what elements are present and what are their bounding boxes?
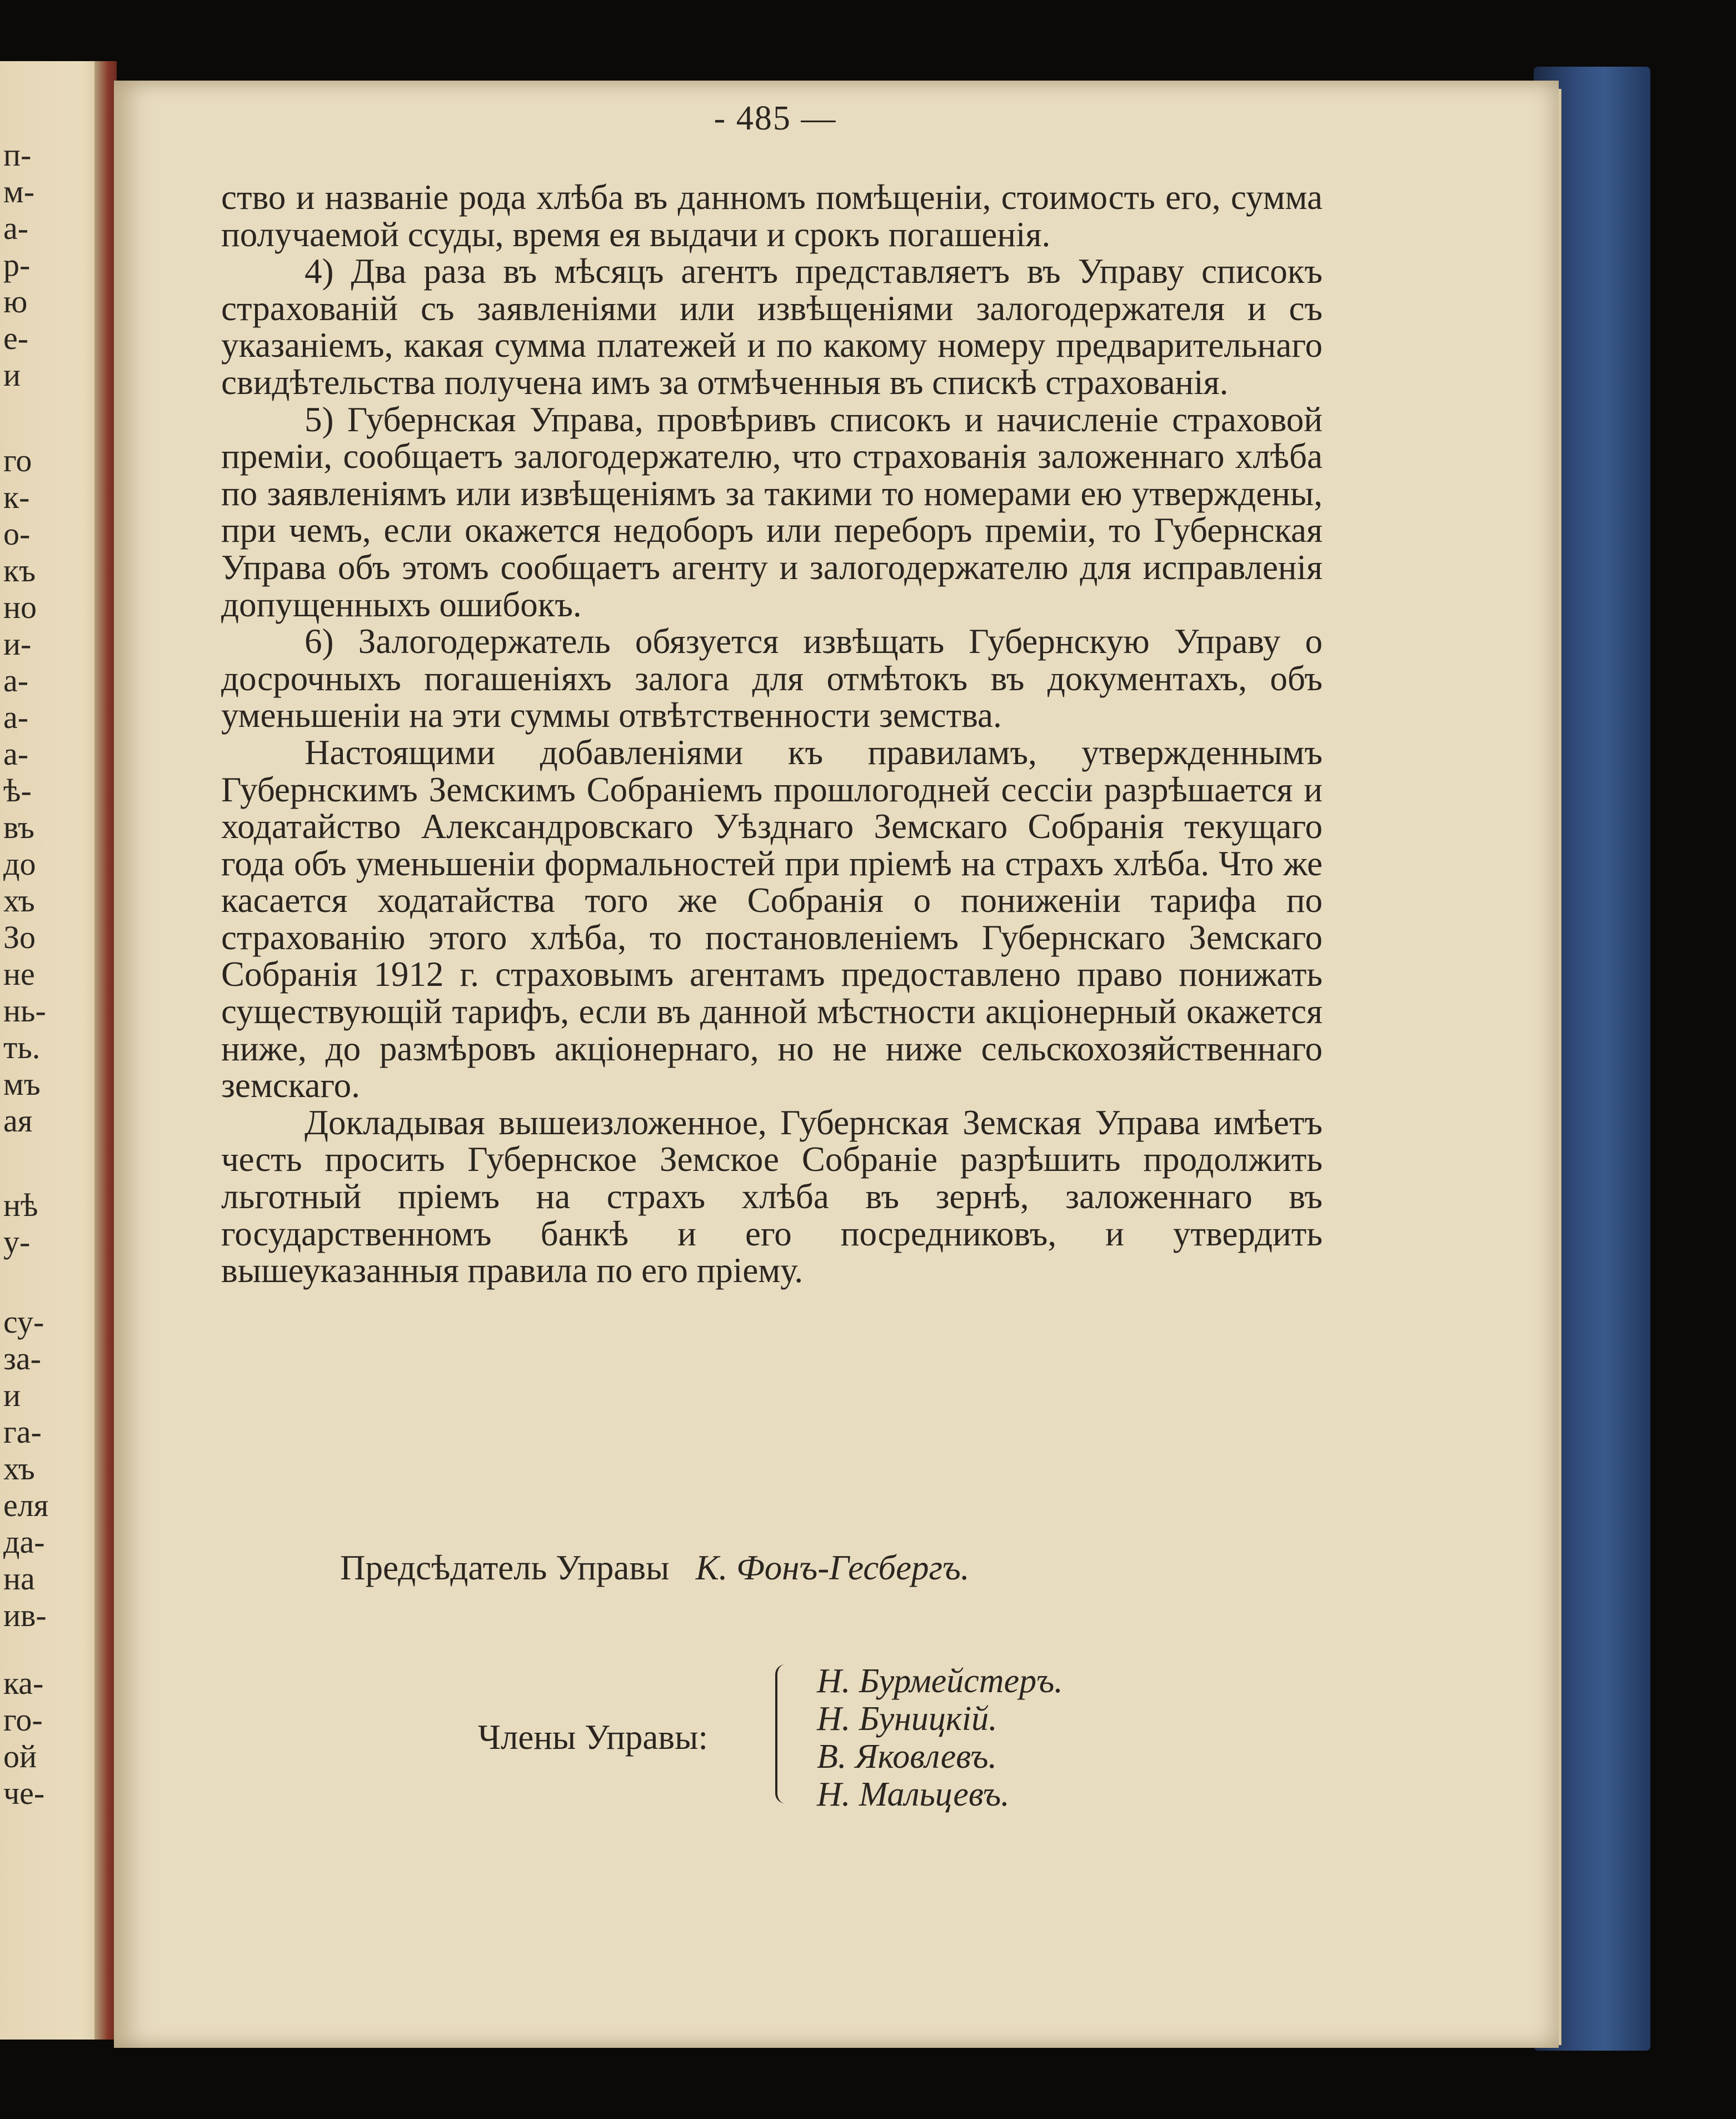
chairman-signature: К. Фонъ-Гесбергъ.	[695, 1548, 970, 1587]
left-page-fragment: о-	[3, 516, 31, 552]
member-name: Н. Бурмейстеръ.	[817, 1662, 1063, 1700]
left-page-fragment: въ	[3, 809, 34, 845]
left-page-fragment: ая	[3, 1103, 33, 1139]
paragraph: Настоящими добавленіями къ правиламъ, утвержденнымъ Губернскимъ Земскимъ Собраніемъ прошлогодней сессіи разрѣшается и ходатайство Александровскаго Уѣзднаго Земскаго Собранія текущаго года объ уменьшеніи формальностей при пріемѣ на страхъ хлѣба. Что же касается ходатайства того же Собранія о пониженіи тарифа по страхованію этого хлѣба, то постановленіемъ Губернскаго Земскаго Собранія 1912 г. страховымъ агентамъ предоставлено право понижать существующій тарифъ, если въ данной мѣстности акціонерный окажется ниже, до размѣровъ акціонернаго, но не ниже сельскохозяйственнаго земскаго.	[221, 732, 1323, 1105]
left-page-fragment: к-	[3, 479, 30, 515]
member-name: В. Яковлевъ.	[817, 1738, 997, 1776]
left-page-fragment: п-	[3, 137, 32, 173]
left-page-fragment: и	[3, 357, 21, 393]
left-page-fragment: го	[3, 442, 32, 478]
left-page-fragment: и	[3, 1377, 21, 1413]
left-page-fragment: ой	[3, 1738, 37, 1774]
left-page-fragment: ю	[3, 283, 28, 320]
left-page-fragment: хъ	[3, 882, 35, 919]
left-page-fragment: а-	[3, 736, 29, 772]
left-page-fragment: га-	[3, 1414, 42, 1450]
left-page-fragment: до	[3, 846, 36, 882]
paragraph: 5) Губернская Управа, провѣривъ списокъ и начисленіе страховой преміи, сообщаетъ залогодержателю, что страхованія заложеннаго хлѣба по заявленіямъ или извѣщеніямъ за такими то номерами ею утверждены, при чемъ, если окажется недоборъ или переборъ преміи, то Губернская Управа объ этомъ сообщаетъ агенту и залогодержателю для исправленія допущенныхъ ошибокъ.	[221, 400, 1323, 624]
left-page-fragment: за-	[3, 1340, 41, 1377]
paragraph: ство и названіе рода хлѣба въ данномъ помѣщеніи, стоимость его, сумма получаемой ссуды, время ея выдачи и срокъ погашенія.	[221, 178, 1323, 254]
member-name: Н. Мальцевъ.	[817, 1776, 1010, 1813]
left-page-fragment: и-	[3, 626, 32, 662]
book-spine	[94, 61, 117, 2040]
body-text	[221, 179, 1323, 1289]
left-page-fragment: у-	[3, 1224, 31, 1260]
left-page-fragment: су-	[3, 1304, 44, 1340]
page-number: - 485 —	[714, 99, 837, 137]
left-page-fragment: да-	[3, 1524, 45, 1560]
left-page-fragment: е-	[3, 320, 29, 356]
left-page-fragment: а-	[3, 662, 29, 699]
left-page-fragment: а-	[3, 699, 29, 735]
left-page-fragment: че-	[3, 1775, 45, 1811]
chairman-line	[340, 1548, 1285, 1588]
left-page-fragment: нь-	[3, 993, 46, 1029]
left-page-fragment: къ	[3, 552, 36, 589]
left-page-fragment: нѣ	[3, 1187, 38, 1223]
member-name: Н. Буницкій.	[817, 1700, 997, 1738]
previous-page	[0, 61, 117, 2040]
left-page-fragment: не	[3, 956, 35, 992]
left-page-fragment: Зо	[3, 919, 36, 955]
left-page-fragment: ка-	[3, 1665, 44, 1701]
left-page-fragment: р-	[3, 247, 31, 283]
left-page-fragment: ѣ-	[3, 772, 32, 809]
chairman-label: Предсѣдатель Управы	[340, 1548, 670, 1587]
left-page-fragment: ть.	[3, 1029, 41, 1065]
members-brace	[775, 1664, 790, 1803]
left-page-fragment: ив-	[3, 1597, 47, 1633]
left-page-fragment: на	[3, 1560, 35, 1597]
left-page-fragment: хъ	[3, 1450, 35, 1487]
paragraph: Докладывая вышеизложенное, Губернская Земская Управа имѣетъ честь просить Губернское Земское Собраніе разрѣшить продолжить льготный пріемъ на страхъ хлѣба въ зернѣ, заложеннаго въ государственномъ банкѣ и его посредниковъ, и утвердить вышеуказанныя правила по его пріему.	[221, 1103, 1323, 1290]
left-page-fragment: а-	[3, 210, 29, 246]
left-page-fragment: но	[3, 589, 37, 625]
left-page-fragment: мъ	[3, 1066, 41, 1102]
left-page-fragment: м-	[3, 173, 35, 210]
members-label: Члены Управы:	[478, 1718, 708, 1757]
paragraph: 6) Залогодержатель обязуется извѣщать Губернскую Управу о досрочныхъ погашеніяхъ залога для отмѣтокъ въ документахъ, объ уменьшеніи на эти суммы отвѣтственности земства.	[221, 622, 1323, 735]
left-page-fragment: го-	[3, 1702, 43, 1738]
left-page-fragment: еля	[3, 1487, 49, 1523]
paragraph: 4) Два раза въ мѣсяцъ агентъ представляетъ въ Управу списокъ страхованій съ заявленіями или извѣщеніями залогодержателя и съ указаніемъ, какая сумма платежей и по какому номеру предварительнаго свидѣтельства получена имъ за отмѣченныя въ спискѣ страхованія.	[221, 252, 1323, 402]
